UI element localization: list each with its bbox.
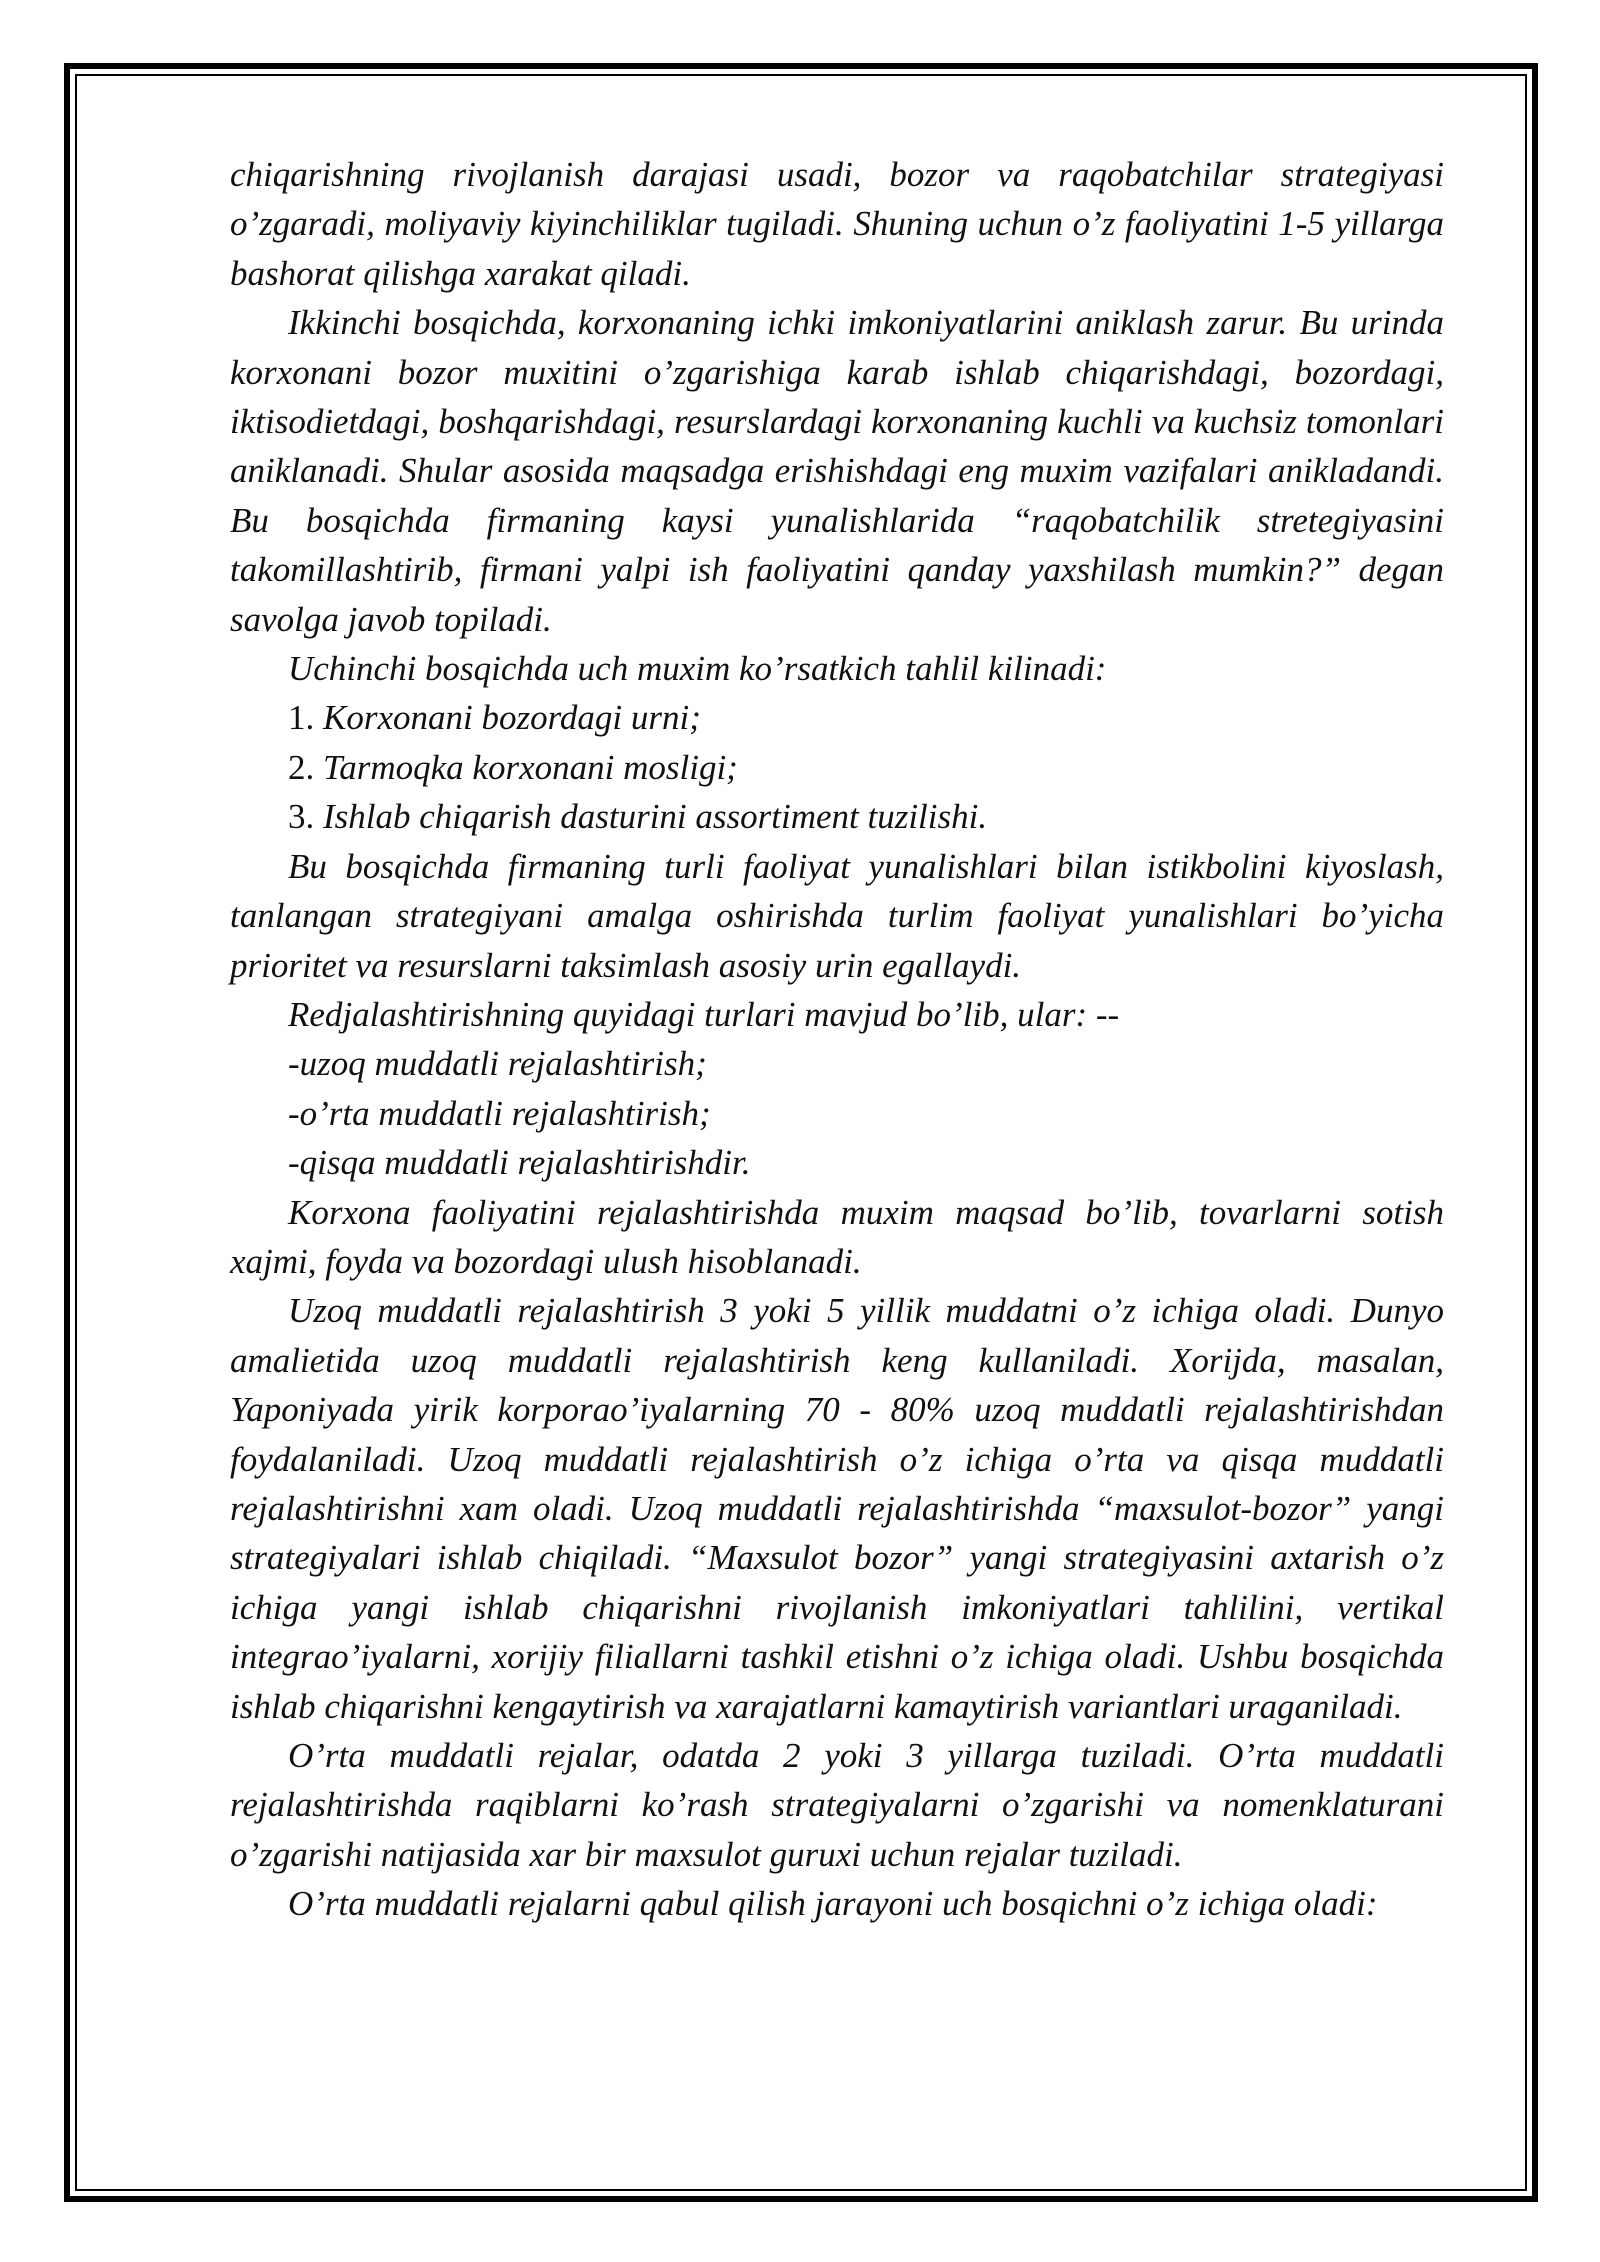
list-item-text: Tarmoqka korxonani mosligi; xyxy=(323,747,738,787)
list-item xyxy=(230,792,1444,841)
list-item xyxy=(230,693,1444,742)
paragraph: Uzoq muddatli rejalashtirish 3 yoki 5 yillik muddatni o’z ichiga oladi. Dunyo amalietida uzoq muddatli rejalashtirish keng kullaniladi. Xorijda, masalan, Yaponiyada yirik korporao’iyalarning 70 - 80% uzoq muddatli rejalashtirishdan foydalaniladi. Uzoq muddatli rejalashtirish o’z ichiga o’rta va qisqa muddatli rejalashtirishni xam oladi. Uzoq muddatli rejalashtirishda “maxsulot-bozor” yangi strategiyalari ishlab chiqiladi. “Maxsulot bozor” yangi strategiyasini axtarish o’z ichiga yangi ishlab chiqarishni rivojlanish imkoniyatlari tahlilini, vertikal integrao’iyalarni, xorijiy filiallarni tashkil etishni o’z ichiga oladi. Ushbu bosqichda ishlab chiqarishni kengaytirish va xarajatlarni kamaytirish variantlari uraganiladi. xyxy=(230,1291,1444,1726)
paragraph: Uchinchi bosqichda uch muxim ko’rsatkich tahlil kilinadi: xyxy=(288,649,1107,689)
list-number: 1. xyxy=(288,698,315,738)
list-item: -o’rta muddatli rejalashtirish; xyxy=(288,1093,711,1133)
list-number: 2. xyxy=(288,747,315,787)
paragraph: Korxona faoliyatini rejalashtirishda muxim maqsad bo’lib, tovarlarni sotish xajmi, foyda va bozordagi ulush hisoblanadi. xyxy=(230,1192,1444,1281)
paragraph: chiqarishning rivojlanish darajasi usadi, bozor va raqobatchilar strategiyasi o’zgaradi, moliyaviy kiyinchiliklar tugiladi. Shuning uchun o’z faoliyatini 1-5 yillarga bashorat qilishga xarakat qiladi. xyxy=(230,155,1444,293)
list-item-text: Ishlab chiqarish dasturini assortiment tuzilishi. xyxy=(323,797,988,837)
document-body xyxy=(230,150,1444,1929)
list-item-text: Korxonani bozordagi urni; xyxy=(323,698,701,738)
paragraph: Ikkinchi bosqichda, korxonaning ichki imkoniyatlarini aniklash zarur. Bu urinda korxonani bozor muxitini o’zgarishiga karab ishlab chiqarishdagi, bozordagi, iktisodietdagi, boshqarishdagi, resurslardagi korxonaning kuchli va kuchsiz tomonlari aniklanadi. Shular asosida maqsadga erishishdagi eng muxim vazifalari anikladandi. Bu bosqichda firmaning kaysi yunalishlarida “raqobatchilik stretegiyasini takomillashtirib, firmani yalpi ish faoliyatini qanday yaxshilash mumkin?” degan savolga javob topiladi. xyxy=(230,303,1444,639)
list-item xyxy=(230,743,1444,792)
paragraph: Bu bosqichda firmaning turli faoliyat yunalishlari bilan istikbolini kiyoslash, tanlangan strategiyani amalga oshirishda turlim faoliyat yunalishlari bo’yicha prioritet va resurslarni taksimlash asosiy urin egallaydi. xyxy=(230,846,1444,985)
list-number: 3. xyxy=(288,797,315,837)
paragraph: O’rta muddatli rejalarni qabul qilish jarayoni uch bosqichni o’z ichiga oladi: xyxy=(288,1884,1378,1924)
paragraph: O’rta muddatli rejalar, odatda 2 yoki 3 yillarga tuziladi. O’rta muddatli rejalashtirishda raqiblarni ko’rash strategiyalarni o’zgarishi va nomenklaturani o’zgarishi natijasida xar bir maxsulot guruxi uchun rejalar tuziladi. xyxy=(230,1736,1444,1874)
list-item: -uzoq muddatli rejalashtirish; xyxy=(288,1044,707,1084)
list-item: -qisqa muddatli rejalashtirishdir. xyxy=(288,1143,751,1183)
paragraph: Redjalashtirishning quyidagi turlari mavjud bo’lib, ular: -- xyxy=(288,994,1120,1034)
